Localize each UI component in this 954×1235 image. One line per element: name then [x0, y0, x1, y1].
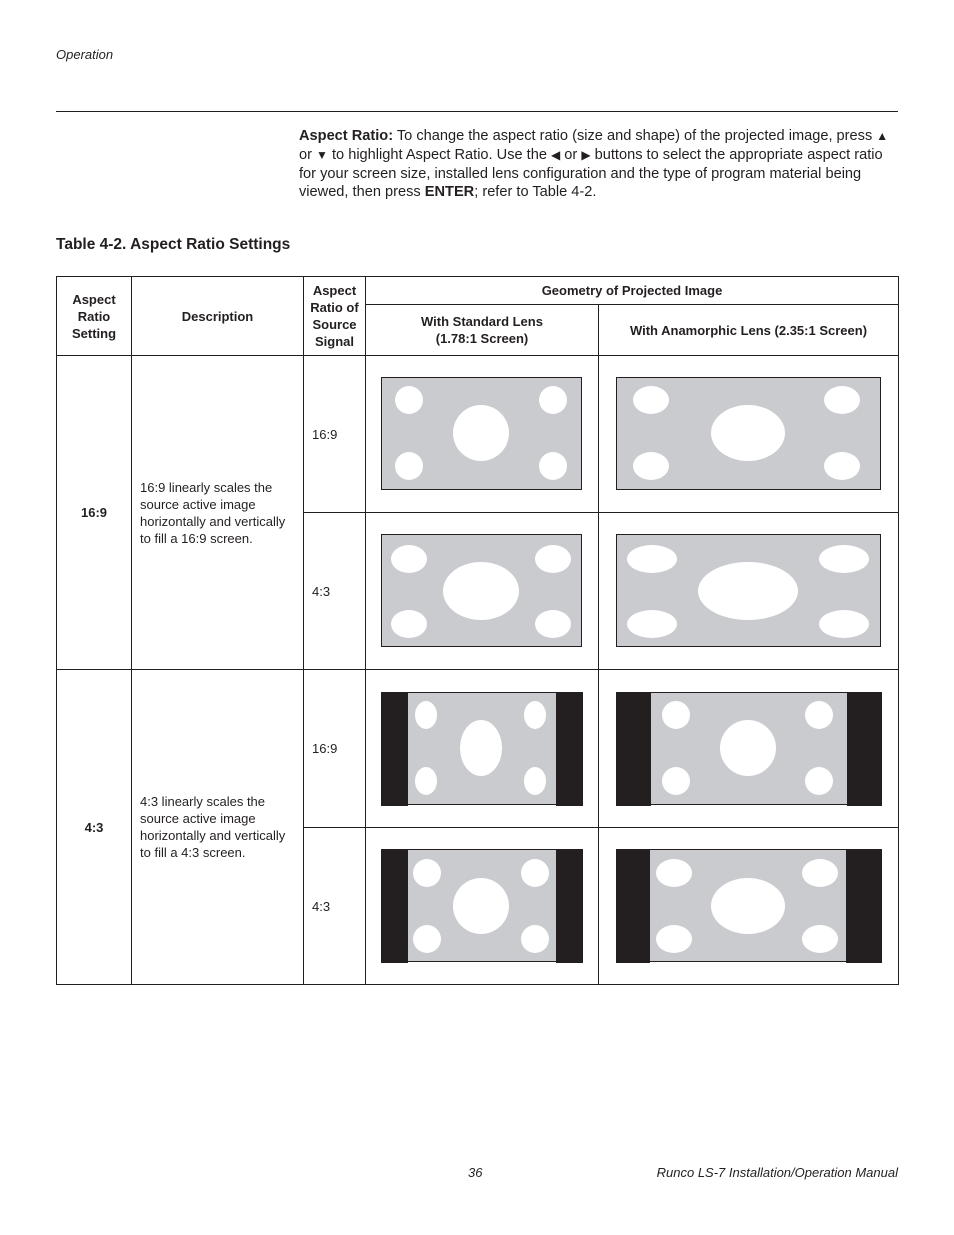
geometry-cell	[366, 513, 599, 670]
geometry-cell	[366, 828, 599, 985]
enter-key-label: ENTER	[424, 184, 475, 201]
left-arrow-icon: ◀	[551, 147, 561, 162]
projected-image-diagram	[616, 377, 882, 491]
setting-cell: 4:3	[57, 670, 132, 985]
projected-image-diagram	[381, 377, 583, 491]
table-row	[57, 670, 899, 828]
right-arrow-icon: ▶	[581, 147, 591, 162]
geometry-cell	[366, 670, 599, 828]
projected-image-diagram	[616, 534, 882, 648]
geometry-cell	[599, 670, 899, 828]
down-arrow-icon: ▼	[316, 147, 328, 162]
header-setting: Aspect Ratio Setting	[57, 277, 132, 356]
running-head: Operation	[56, 47, 114, 62]
aspect-ratio-table	[56, 276, 899, 985]
projected-image-diagram	[616, 692, 882, 806]
projected-image-diagram	[616, 849, 882, 963]
page-number: 36	[468, 1165, 483, 1180]
projected-image-diagram	[381, 849, 583, 963]
header-source: Aspect Ratio of Source Signal	[304, 277, 366, 356]
table-title: Table 4-2. Aspect Ratio Settings	[56, 236, 291, 253]
source-cell: 4:3	[304, 828, 366, 985]
geometry-cell	[599, 513, 899, 670]
geometry-cell	[366, 356, 599, 513]
header-description: Description	[132, 277, 304, 356]
manual-title: Runco LS-7 Installation/Operation Manual	[656, 1165, 898, 1180]
header-rule	[56, 111, 898, 112]
projected-image-diagram	[381, 692, 583, 806]
source-cell: 16:9	[304, 670, 366, 828]
setting-cell: 16:9	[57, 356, 132, 670]
projected-image-diagram	[381, 534, 583, 648]
header-geometry: Geometry of Projected Image	[366, 277, 899, 305]
source-cell: 16:9	[304, 356, 366, 513]
description-cell: 16:9 linearly scales the source active image horizontally and vertically to fill a 16:9 screen.	[132, 356, 304, 670]
header-anamorphic-lens: With Anamorphic Lens (2.35:1 Screen)	[599, 305, 899, 356]
header-standard-lens: With Standard Lens (1.78:1 Screen)	[366, 305, 599, 356]
geometry-cell	[599, 828, 899, 985]
geometry-cell	[599, 356, 899, 513]
source-cell: 4:3	[304, 513, 366, 670]
intro-term: Aspect Ratio:	[299, 128, 394, 144]
table-row	[57, 356, 899, 513]
description-cell: 4:3 linearly scales the source active image horizontally and vertically to fill a 4:3 screen.	[132, 670, 304, 985]
up-arrow-icon: ▲	[876, 129, 889, 143]
intro-paragraph: Aspect Ratio: To change the aspect ratio (size and shape) of the projected image, press ▲ or ▼ to highlight Aspect Ratio. Use the ◀ or ▶ buttons to select the appropriate aspect ratio for your screen size, installed lens configuration and the type of program material being viewed, then press ENTER; refer to Table 4-2.	[299, 128, 889, 201]
